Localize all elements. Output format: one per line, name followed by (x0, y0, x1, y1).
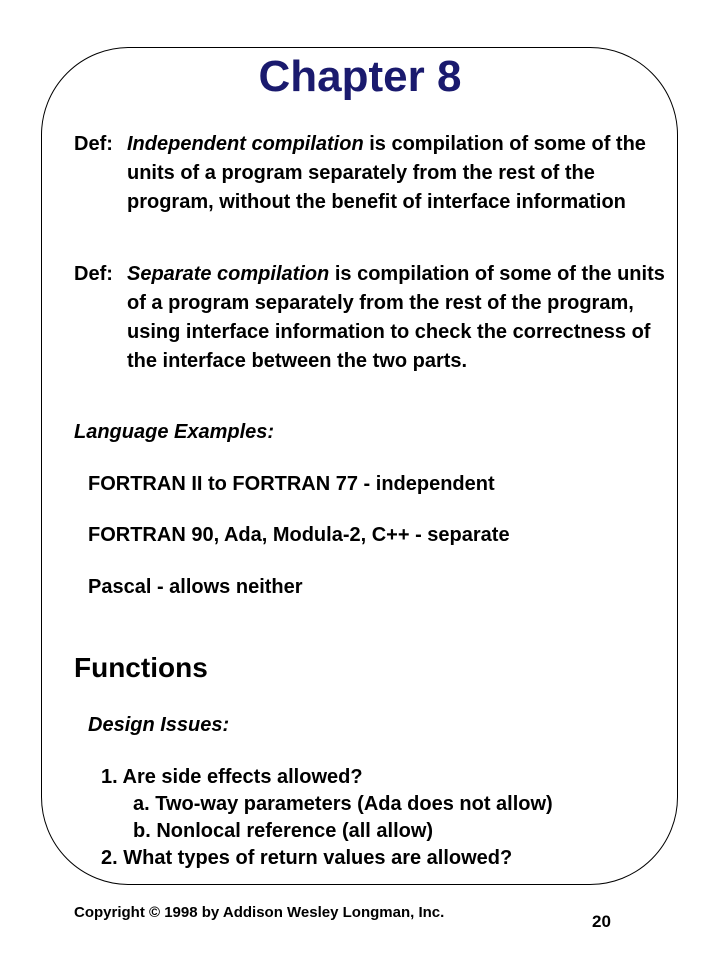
issue-subitem: a. Two-way parameters (Ada does not allow) (133, 793, 553, 815)
example-item: FORTRAN 90, Ada, Modula-2, C++ - separate (88, 524, 510, 546)
page-number: 20 (592, 912, 611, 931)
issue-item: 1. Are side effects allowed? (101, 766, 363, 788)
def-body: is compilation of some of the units of a program separately from the rest of the program, without the benefit of interface information (127, 133, 646, 213)
def-term: Independent compilation (127, 133, 364, 155)
example-item: FORTRAN II to FORTRAN 77 - independent (88, 473, 495, 495)
slide-title: Chapter 8 (258, 52, 462, 101)
def-label: Def: (74, 133, 113, 155)
def-body: is compilation of some of the units of a program separately from the rest of the program, using interface information to check the correctness of the interface between the two parts. (127, 263, 665, 372)
language-examples-label: Language Examples: (74, 421, 275, 443)
def-text (127, 130, 674, 217)
issue-subitem: b. Nonlocal reference (all allow) (133, 820, 434, 842)
definition-separate-compilation (74, 260, 674, 376)
issue-item: 2. What types of return values are allowed? (101, 847, 513, 869)
copyright-notice: Copyright © 1998 by Addison Wesley Longman, Inc. (74, 904, 445, 921)
example-item: Pascal - allows neither (88, 576, 303, 598)
functions-heading: Functions (74, 652, 208, 683)
def-term: Separate compilation (127, 263, 330, 285)
def-label: Def: (74, 263, 113, 285)
definition-independent-compilation (74, 130, 674, 217)
def-text (127, 260, 674, 376)
design-issues-label: Design Issues: (88, 714, 230, 736)
